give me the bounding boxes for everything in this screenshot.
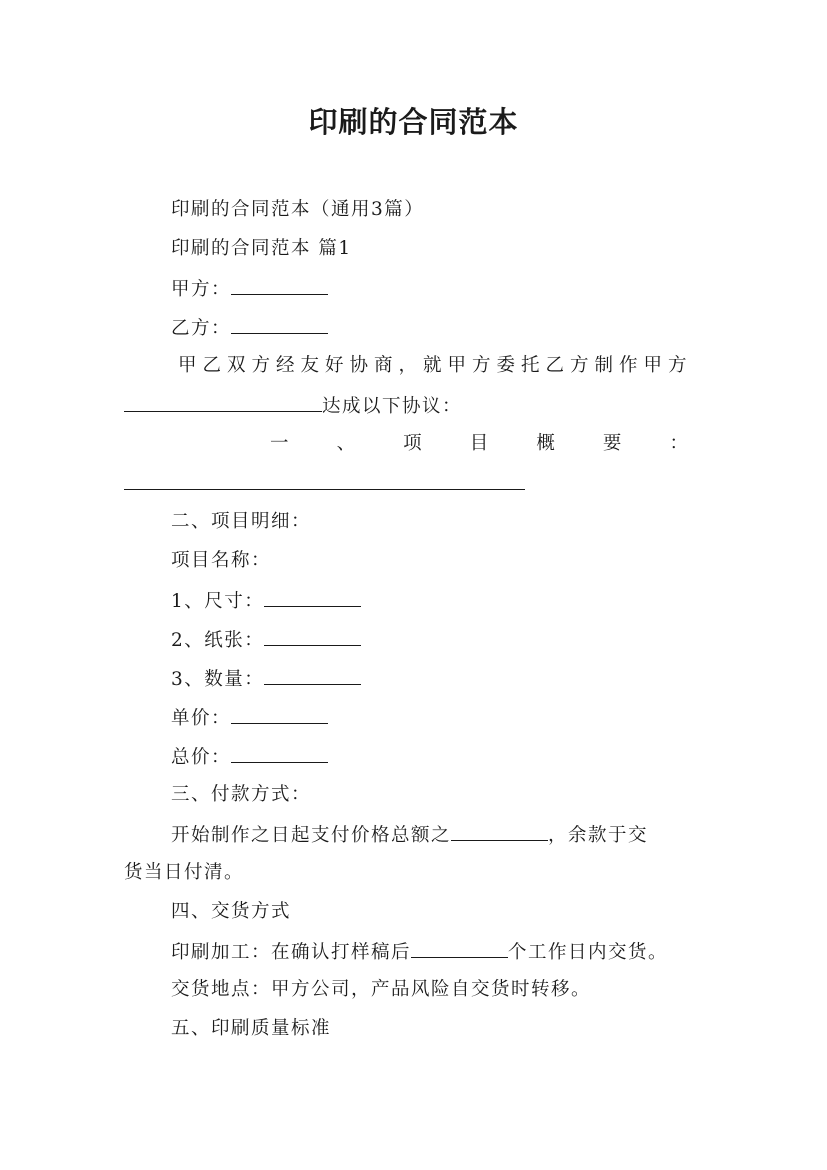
paper-blank xyxy=(264,627,361,646)
section-1-blank-line xyxy=(124,471,525,497)
intro-text: 达成以下协议： xyxy=(322,396,463,417)
unit-price-label: 单价： xyxy=(171,708,232,729)
delivery-blank xyxy=(411,939,508,958)
payment-line-2: 货当日付清。 xyxy=(124,862,245,883)
party-b-line xyxy=(171,315,328,341)
intro-line-1: 甲乙双方经友好协商，就甲方委托乙方制作甲方 xyxy=(178,355,693,376)
section-1-char: 概 xyxy=(536,433,555,454)
party-a-label: 甲方： xyxy=(171,279,232,300)
section-1-char: ： xyxy=(669,433,688,454)
payment-text-b: ，余款于交 xyxy=(548,825,649,846)
size-blank xyxy=(264,588,361,607)
delivery-line-1 xyxy=(171,939,668,965)
party-a-line xyxy=(171,276,328,302)
item-name-label: 项目名称： xyxy=(171,550,272,571)
document-subtitle: 印刷的合同范本（通用3篇） xyxy=(171,199,425,220)
payment-blank xyxy=(451,822,548,841)
unit-price-blank xyxy=(231,705,328,724)
quantity-label: 3、数量： xyxy=(171,669,265,690)
document-title: 印刷的合同范本 xyxy=(308,105,519,139)
delivery-place: 交货地点：甲方公司，产品风险自交货时转移。 xyxy=(171,979,592,1000)
size-line xyxy=(171,588,361,614)
payment-text-a: 开始制作之日起支付价格总额之 xyxy=(171,825,452,846)
unit-price-line xyxy=(171,705,328,731)
size-label: 1、尺寸： xyxy=(171,591,265,612)
section-1-char: 、 xyxy=(336,433,356,454)
intro-line-2 xyxy=(124,393,462,419)
quantity-blank xyxy=(264,666,361,685)
part-heading: 印刷的合同范本 篇1 xyxy=(171,238,352,259)
section-5-heading: 五、印刷质量标准 xyxy=(171,1018,332,1039)
delivery-text-a: 印刷加工：在确认打样稿后 xyxy=(171,942,412,963)
section-2-heading: 二、项目明细： xyxy=(171,511,312,532)
paper-line xyxy=(171,627,361,653)
section-1-char: 一 xyxy=(270,433,289,454)
party-b-label: 乙方： xyxy=(171,318,232,339)
payment-line-1 xyxy=(171,822,648,848)
section-1-blank xyxy=(124,471,525,490)
section-1-char: 目 xyxy=(469,433,489,454)
section-1-char: 项 xyxy=(403,433,422,454)
section-4-heading: 四、交货方式 xyxy=(171,901,292,922)
section-1-heading xyxy=(270,432,688,456)
total-price-label: 总价： xyxy=(171,747,232,768)
party-a-blank xyxy=(231,276,328,295)
section-1-char: 要 xyxy=(602,433,622,454)
intro-blank xyxy=(124,393,322,412)
quantity-line xyxy=(171,666,361,692)
party-b-blank xyxy=(231,315,328,334)
section-3-heading: 三、付款方式： xyxy=(171,784,312,805)
total-price-line xyxy=(171,744,328,770)
total-price-blank xyxy=(231,744,328,763)
paper-label: 2、纸张： xyxy=(171,630,265,651)
delivery-text-b: 个工作日内交货。 xyxy=(508,942,669,963)
